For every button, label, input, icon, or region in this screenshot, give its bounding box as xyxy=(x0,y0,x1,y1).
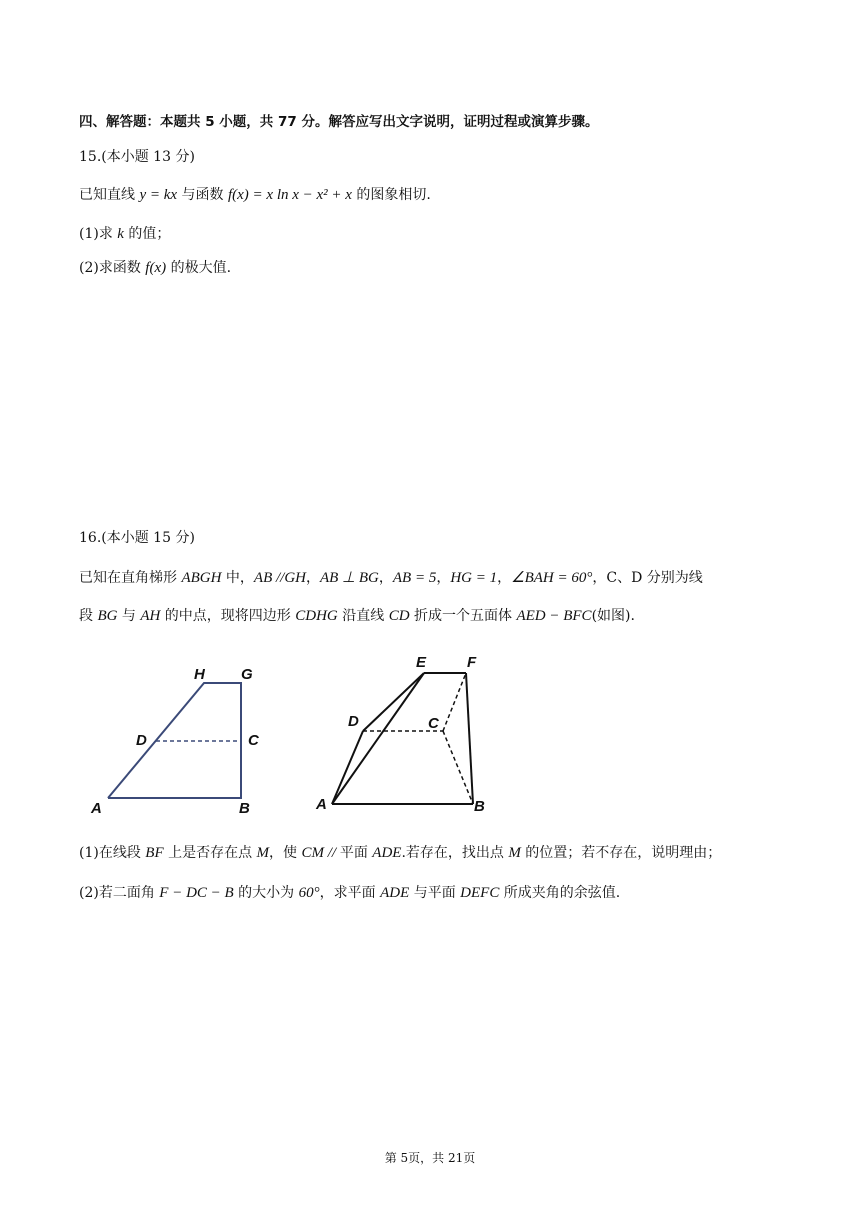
q15-part2-text: 的极大值. xyxy=(166,260,232,276)
q15-function-equation: f(x) = x ln x − x² + x xyxy=(227,187,352,203)
q16-text: (如图). xyxy=(591,608,635,624)
fig1-label-D: D xyxy=(136,732,147,749)
q16-points: (本小题 15 分) xyxy=(101,530,195,546)
q16-part2-math: F − DC − B xyxy=(159,885,234,901)
q16-text: 折成一个五面体 xyxy=(409,608,517,624)
q16-text: 的中点，现将四边形 xyxy=(160,608,296,624)
q16-text: 中， xyxy=(221,570,254,586)
q16-math: ∠BAH = 60° xyxy=(511,570,593,586)
fig2-label-D: D xyxy=(348,713,359,730)
q15-part2 xyxy=(79,258,231,278)
q15-part1-math: k xyxy=(117,226,124,242)
q16-part1-math: BF xyxy=(145,845,164,861)
q16-part2-text: 所成夹角的余弦值. xyxy=(499,885,621,901)
q16-math: HG = 1 xyxy=(450,570,498,586)
q15-stem xyxy=(79,185,431,205)
edge-CB-hidden xyxy=(443,731,473,804)
q15-part1-number: (1) xyxy=(79,226,99,242)
fig2-label-A: A xyxy=(316,796,327,813)
q16-math: AB ⊥ BG xyxy=(319,570,379,586)
q15-stem-text: 与函数 xyxy=(177,187,228,203)
edge-EA xyxy=(332,673,424,804)
q15-part1-text: 的值； xyxy=(123,226,171,242)
q16-text: ，C、D 分别为线 xyxy=(592,570,703,586)
q16-math: AB = 5 xyxy=(392,570,437,586)
q15-header xyxy=(79,147,195,167)
q16-part1-text: 平面 xyxy=(339,845,373,861)
pentahedron-figure xyxy=(310,650,500,820)
q16-math: AED − BFC xyxy=(516,608,592,624)
q16-part2 xyxy=(79,883,620,903)
q16-text: 沿直线 xyxy=(337,608,389,624)
q16-part1-text: .若存在，找出点 xyxy=(401,845,509,861)
q16-text: ， xyxy=(378,570,393,586)
q15-stem-text: 已知直线 xyxy=(79,187,140,203)
fig2-label-B: B xyxy=(474,798,485,815)
q16-text: ， xyxy=(497,570,512,586)
q16-part2-math: DEFC xyxy=(460,885,500,901)
fig2-label-E: E xyxy=(416,654,427,671)
q16-part1 xyxy=(79,843,721,863)
q16-part2-math: ADE xyxy=(380,885,410,901)
fig2-label-C: C xyxy=(428,715,439,732)
q15-part1 xyxy=(79,224,170,244)
q15-part2-text: 求函数 xyxy=(98,260,146,276)
q16-part2-text: ，求平面 xyxy=(319,885,381,901)
q16-text: ， xyxy=(436,570,451,586)
edge-CF-hidden xyxy=(443,673,466,731)
q16-part1-text: 在线段 xyxy=(98,845,146,861)
q16-stem-line1 xyxy=(79,568,703,588)
q15-part1-text: 求 xyxy=(98,226,118,242)
q15-part2-math: f(x) xyxy=(145,260,167,276)
page-footer: 第 5页，共 21页 xyxy=(384,1151,476,1165)
q15-stem-text: 的图象相切. xyxy=(351,187,431,203)
q16-math: BG xyxy=(97,608,118,624)
q15-line-equation: y = kx xyxy=(139,187,178,203)
q16-part2-text: 与平面 xyxy=(409,885,461,901)
fig1-label-H: H xyxy=(194,666,205,683)
edge-FB xyxy=(466,673,473,804)
fig1-label-C: C xyxy=(248,732,259,749)
q15-number: 15. xyxy=(79,149,102,165)
q16-text: 已知在直角梯形 xyxy=(79,570,182,586)
fig2-label-F: F xyxy=(467,654,477,671)
q16-part1-math: ADE xyxy=(372,845,402,861)
q16-text: 与 xyxy=(117,608,141,624)
q16-math: CD xyxy=(388,608,410,624)
q16-part1-math: M xyxy=(508,845,521,861)
q16-math: ABGH xyxy=(181,570,222,586)
q16-part1-math: M xyxy=(256,845,270,861)
fig1-label-B: B xyxy=(239,800,250,817)
q16-number: 16. xyxy=(79,530,102,546)
q16-header xyxy=(79,528,195,548)
q16-part1-text: ，使 xyxy=(269,845,302,861)
q16-part1-text: 上是否存在点 xyxy=(163,845,257,861)
q16-stem-line2 xyxy=(79,606,635,626)
q15-points: (本小题 13 分) xyxy=(101,149,195,165)
section-header: 四、解答题：本题共 5 小题，共 77 分。解答应写出文字说明，证明过程或演算步骤。 xyxy=(79,114,599,130)
q16-math: CDHG xyxy=(295,608,338,624)
q16-part2-number: (2) xyxy=(79,885,99,901)
q16-part1-math: CM // xyxy=(301,845,340,861)
q16-part1-text: 的位置；若不存在，说明理由； xyxy=(520,845,722,861)
q15-part2-number: (2) xyxy=(79,260,99,276)
trapezoid-figure xyxy=(80,655,280,820)
q16-part2-text: 的大小为 xyxy=(233,885,299,901)
q16-text: ， xyxy=(305,570,320,586)
q16-part2-text: 若二面角 xyxy=(98,885,160,901)
q16-part2-math: 60° xyxy=(298,885,320,901)
q16-text: 段 xyxy=(79,608,98,624)
q16-part1-number: (1) xyxy=(79,845,99,861)
fig1-label-A: A xyxy=(91,800,102,817)
fig1-label-G: G xyxy=(241,666,253,683)
q16-math: AH xyxy=(140,608,161,624)
edge-ED xyxy=(363,673,424,731)
q16-math: AB //GH xyxy=(253,570,306,586)
